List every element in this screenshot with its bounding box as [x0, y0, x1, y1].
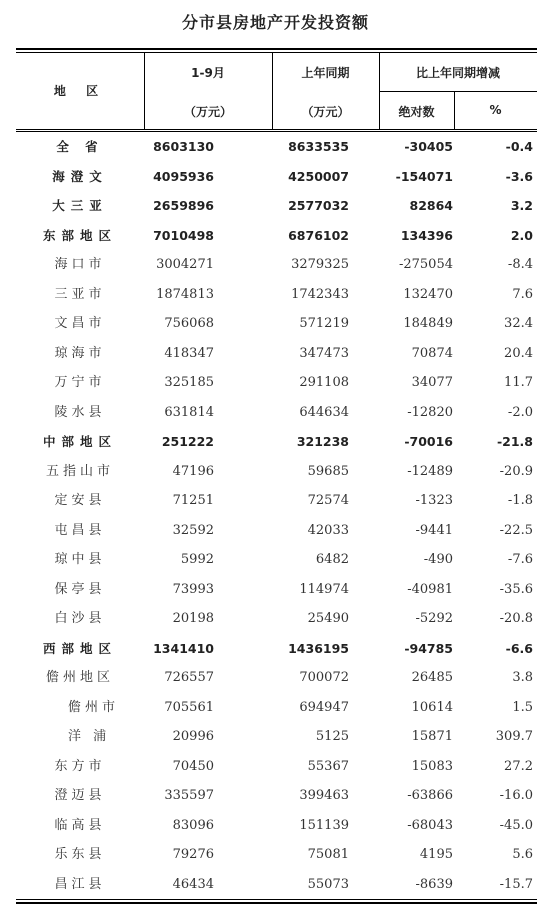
- last-year-value-cell: 55073: [307, 876, 349, 892]
- percent-change-cell: 7.6: [512, 286, 533, 302]
- period-value-cell: 32592: [172, 522, 214, 538]
- last-year-value-cell: 399463: [299, 788, 349, 803]
- last-year-value-cell: 6876102: [288, 227, 349, 243]
- percent-change-cell: -16.0: [499, 788, 533, 803]
- region-cell: 万宁市: [54, 375, 106, 390]
- last-year-value-cell: 72574: [307, 493, 349, 508]
- percent-change-cell: -35.6: [499, 581, 533, 597]
- table-row: [16, 693, 537, 723]
- region-cell: 海口市: [54, 257, 106, 272]
- percent-change-cell: 11.7: [504, 375, 533, 390]
- absolute-change-cell: -12820: [407, 404, 453, 420]
- region-cell: 白沙县: [54, 611, 106, 626]
- region-cell: 昌江县: [54, 876, 106, 892]
- region-cell: 三亚市: [54, 286, 106, 302]
- period-value-cell: 631814: [164, 404, 214, 420]
- region-cell: 儋州市: [68, 699, 120, 715]
- last-year-value-cell: 291108: [299, 375, 349, 390]
- period-value-cell: 756068: [164, 316, 214, 331]
- header-last-year: 上年同期: [301, 66, 350, 80]
- percent-change-cell: -15.7: [499, 876, 533, 892]
- absolute-change-cell: 10614: [411, 699, 453, 715]
- table-row: [16, 486, 537, 516]
- absolute-change-cell: -154071: [395, 168, 453, 184]
- table-row: [16, 250, 537, 280]
- table-row: [16, 545, 537, 575]
- last-year-value-cell: 1742343: [291, 286, 349, 302]
- period-value-cell: 705561: [164, 699, 214, 715]
- last-year-value-cell: 42033: [307, 522, 349, 538]
- last-year-value-cell: 4250007: [288, 168, 349, 184]
- header-last-year-unit: （万元）: [301, 105, 350, 119]
- last-year-value-cell: 571219: [299, 316, 349, 331]
- absolute-change-cell: -68043: [407, 817, 453, 833]
- table-row: [16, 132, 537, 162]
- table-row: [16, 162, 537, 192]
- table-title: 分市县房地产开发投资额: [181, 13, 369, 32]
- percent-change-cell: -45.0: [499, 817, 533, 833]
- region-cell: 陵水县: [54, 404, 106, 420]
- absolute-change-cell: 34077: [411, 375, 453, 390]
- header-change: 比上年同期增减: [415, 66, 500, 80]
- table-row: [16, 870, 537, 900]
- region-cell: 西部地区: [42, 640, 117, 656]
- table-row: [16, 840, 537, 870]
- table-row: [16, 516, 537, 546]
- region-cell: 保亭县: [54, 581, 106, 597]
- header-percent: %: [489, 103, 502, 117]
- region-cell: 海澄文: [52, 168, 108, 184]
- region-cell: 文昌市: [54, 316, 106, 331]
- period-value-cell: 1874813: [156, 286, 214, 302]
- absolute-change-cell: 132470: [403, 286, 453, 302]
- absolute-change-cell: -490: [423, 552, 453, 567]
- table-row: [16, 368, 537, 398]
- percent-change-cell: 3.8: [512, 670, 533, 685]
- absolute-change-cell: -30405: [404, 139, 453, 154]
- last-year-value-cell: 114974: [299, 581, 349, 597]
- period-value-cell: 70450: [172, 758, 214, 774]
- absolute-change-cell: 15083: [411, 758, 453, 774]
- region-cell: 乐东县: [54, 847, 106, 862]
- investment-table: [16, 48, 537, 904]
- absolute-change-cell: -9441: [415, 522, 453, 538]
- percent-change-cell: 1.5: [512, 699, 533, 715]
- table-body: [16, 132, 537, 899]
- table-row: [16, 339, 537, 369]
- absolute-change-cell: 184849: [403, 316, 453, 331]
- period-value-cell: 4095936: [153, 168, 214, 184]
- percent-change-cell: 27.2: [504, 758, 533, 774]
- region-cell: 大三亚: [52, 198, 108, 213]
- absolute-change-cell: -5292: [415, 611, 453, 626]
- last-year-value-cell: 694947: [299, 699, 349, 715]
- percent-change-cell: -22.5: [499, 522, 533, 538]
- region-cell: 澄迈县: [54, 788, 106, 803]
- last-year-value-cell: 700072: [299, 670, 349, 685]
- table-row: [16, 604, 537, 634]
- table-row: [16, 811, 537, 841]
- header-subrule: [379, 91, 537, 92]
- last-year-value-cell: 8633535: [288, 139, 349, 154]
- period-value-cell: 418347: [164, 345, 214, 361]
- percent-change-cell: 3.2: [510, 198, 533, 213]
- absolute-change-cell: -94785: [404, 640, 453, 656]
- table-row: [16, 781, 537, 811]
- period-value-cell: 47196: [172, 463, 214, 479]
- percent-change-cell: -2.0: [507, 404, 533, 420]
- last-year-value-cell: 3279325: [291, 257, 349, 272]
- region-cell: 中部地区: [42, 434, 117, 449]
- table-row: [16, 191, 537, 221]
- header-period: 1-9月: [191, 66, 225, 80]
- period-value-cell: 251222: [161, 434, 214, 449]
- percent-change-cell: 2.0: [510, 227, 533, 243]
- absolute-change-cell: 82864: [409, 198, 453, 213]
- period-value-cell: 20198: [172, 611, 214, 626]
- last-year-value-cell: 6482: [315, 552, 349, 567]
- last-year-value-cell: 347473: [299, 345, 349, 361]
- last-year-value-cell: 25490: [307, 611, 349, 626]
- percent-change-cell: -8.4: [507, 257, 533, 272]
- table-row: [16, 427, 537, 457]
- header-region: 地 区: [53, 84, 107, 98]
- percent-change-cell: -20.8: [499, 611, 533, 626]
- period-value-cell: 5992: [180, 552, 214, 567]
- table-row: [16, 457, 537, 487]
- period-value-cell: 3004271: [156, 257, 214, 272]
- table-row: [16, 663, 537, 693]
- period-value-cell: 726557: [164, 670, 214, 685]
- percent-change-cell: 5.6: [512, 847, 533, 862]
- region-cell: 屯昌县: [54, 522, 106, 538]
- absolute-change-cell: 70874: [411, 345, 453, 361]
- last-year-value-cell: 5125: [315, 729, 349, 744]
- percent-change-cell: -3.6: [505, 168, 533, 184]
- table-header: [16, 53, 537, 129]
- region-cell: 临高县: [54, 817, 106, 833]
- period-value-cell: 1341410: [153, 640, 214, 656]
- percent-change-cell: 20.4: [504, 345, 533, 361]
- absolute-change-cell: -275054: [398, 257, 453, 272]
- period-value-cell: 83096: [172, 817, 214, 833]
- absolute-change-cell: -8639: [415, 876, 453, 892]
- last-year-value-cell: 151139: [299, 817, 349, 833]
- period-value-cell: 79276: [172, 847, 214, 862]
- period-value-cell: 2659896: [153, 198, 214, 213]
- absolute-change-cell: -12489: [407, 463, 453, 479]
- percent-change-cell: 309.7: [495, 729, 533, 744]
- percent-change-cell: -7.6: [507, 552, 533, 567]
- period-value-cell: 46434: [172, 876, 214, 892]
- absolute-change-cell: -40981: [407, 581, 453, 597]
- table-row: [16, 398, 537, 428]
- percent-change-cell: 32.4: [504, 316, 533, 331]
- last-year-value-cell: 59685: [307, 463, 349, 479]
- period-value-cell: 20996: [172, 729, 214, 744]
- absolute-change-cell: -70016: [404, 434, 453, 449]
- table-row: [16, 221, 537, 251]
- header-absolute: 绝对数: [398, 105, 435, 119]
- absolute-change-cell: 15871: [411, 729, 453, 744]
- last-year-value-cell: 2577032: [288, 198, 349, 213]
- region-cell: 洋 浦: [68, 729, 111, 744]
- table-row: [16, 309, 537, 339]
- absolute-change-cell: 26485: [411, 670, 453, 685]
- region-cell: 琼海市: [54, 345, 106, 361]
- region-cell: 定安县: [54, 493, 106, 508]
- percent-change-cell: -20.9: [499, 463, 533, 479]
- period-value-cell: 73993: [172, 581, 214, 597]
- table-row: [16, 634, 537, 664]
- period-value-cell: 71251: [172, 493, 214, 508]
- region-cell: 全 省: [56, 139, 104, 154]
- region-cell: 东方市: [54, 758, 106, 774]
- last-year-value-cell: 75081: [307, 847, 349, 862]
- last-year-value-cell: 1436195: [288, 640, 349, 656]
- absolute-change-cell: -1323: [415, 493, 453, 508]
- region-cell: 东部地区: [42, 227, 117, 243]
- region-cell: 儋州地区: [45, 670, 114, 685]
- percent-change-cell: -1.8: [507, 493, 533, 508]
- table-row: [16, 722, 537, 752]
- percent-change-cell: -21.8: [496, 434, 533, 449]
- region-cell: 琼中县: [54, 552, 106, 567]
- period-value-cell: 325185: [164, 375, 214, 390]
- period-value-cell: 8603130: [153, 139, 214, 154]
- table-row: [16, 752, 537, 782]
- absolute-change-cell: 4195: [419, 847, 453, 862]
- period-value-cell: 7010498: [153, 227, 214, 243]
- last-year-value-cell: 644634: [299, 404, 349, 420]
- percent-change-cell: -6.6: [505, 640, 533, 656]
- header-period-unit: （万元）: [183, 105, 232, 119]
- absolute-change-cell: 134396: [400, 227, 453, 243]
- region-cell: 五指山市: [45, 463, 114, 479]
- percent-change-cell: -0.4: [505, 139, 533, 154]
- period-value-cell: 335597: [164, 788, 214, 803]
- last-year-value-cell: 321238: [296, 434, 349, 449]
- absolute-change-cell: -63866: [407, 788, 453, 803]
- table-row: [16, 575, 537, 605]
- table-row: [16, 280, 537, 310]
- last-year-value-cell: 55367: [307, 758, 349, 774]
